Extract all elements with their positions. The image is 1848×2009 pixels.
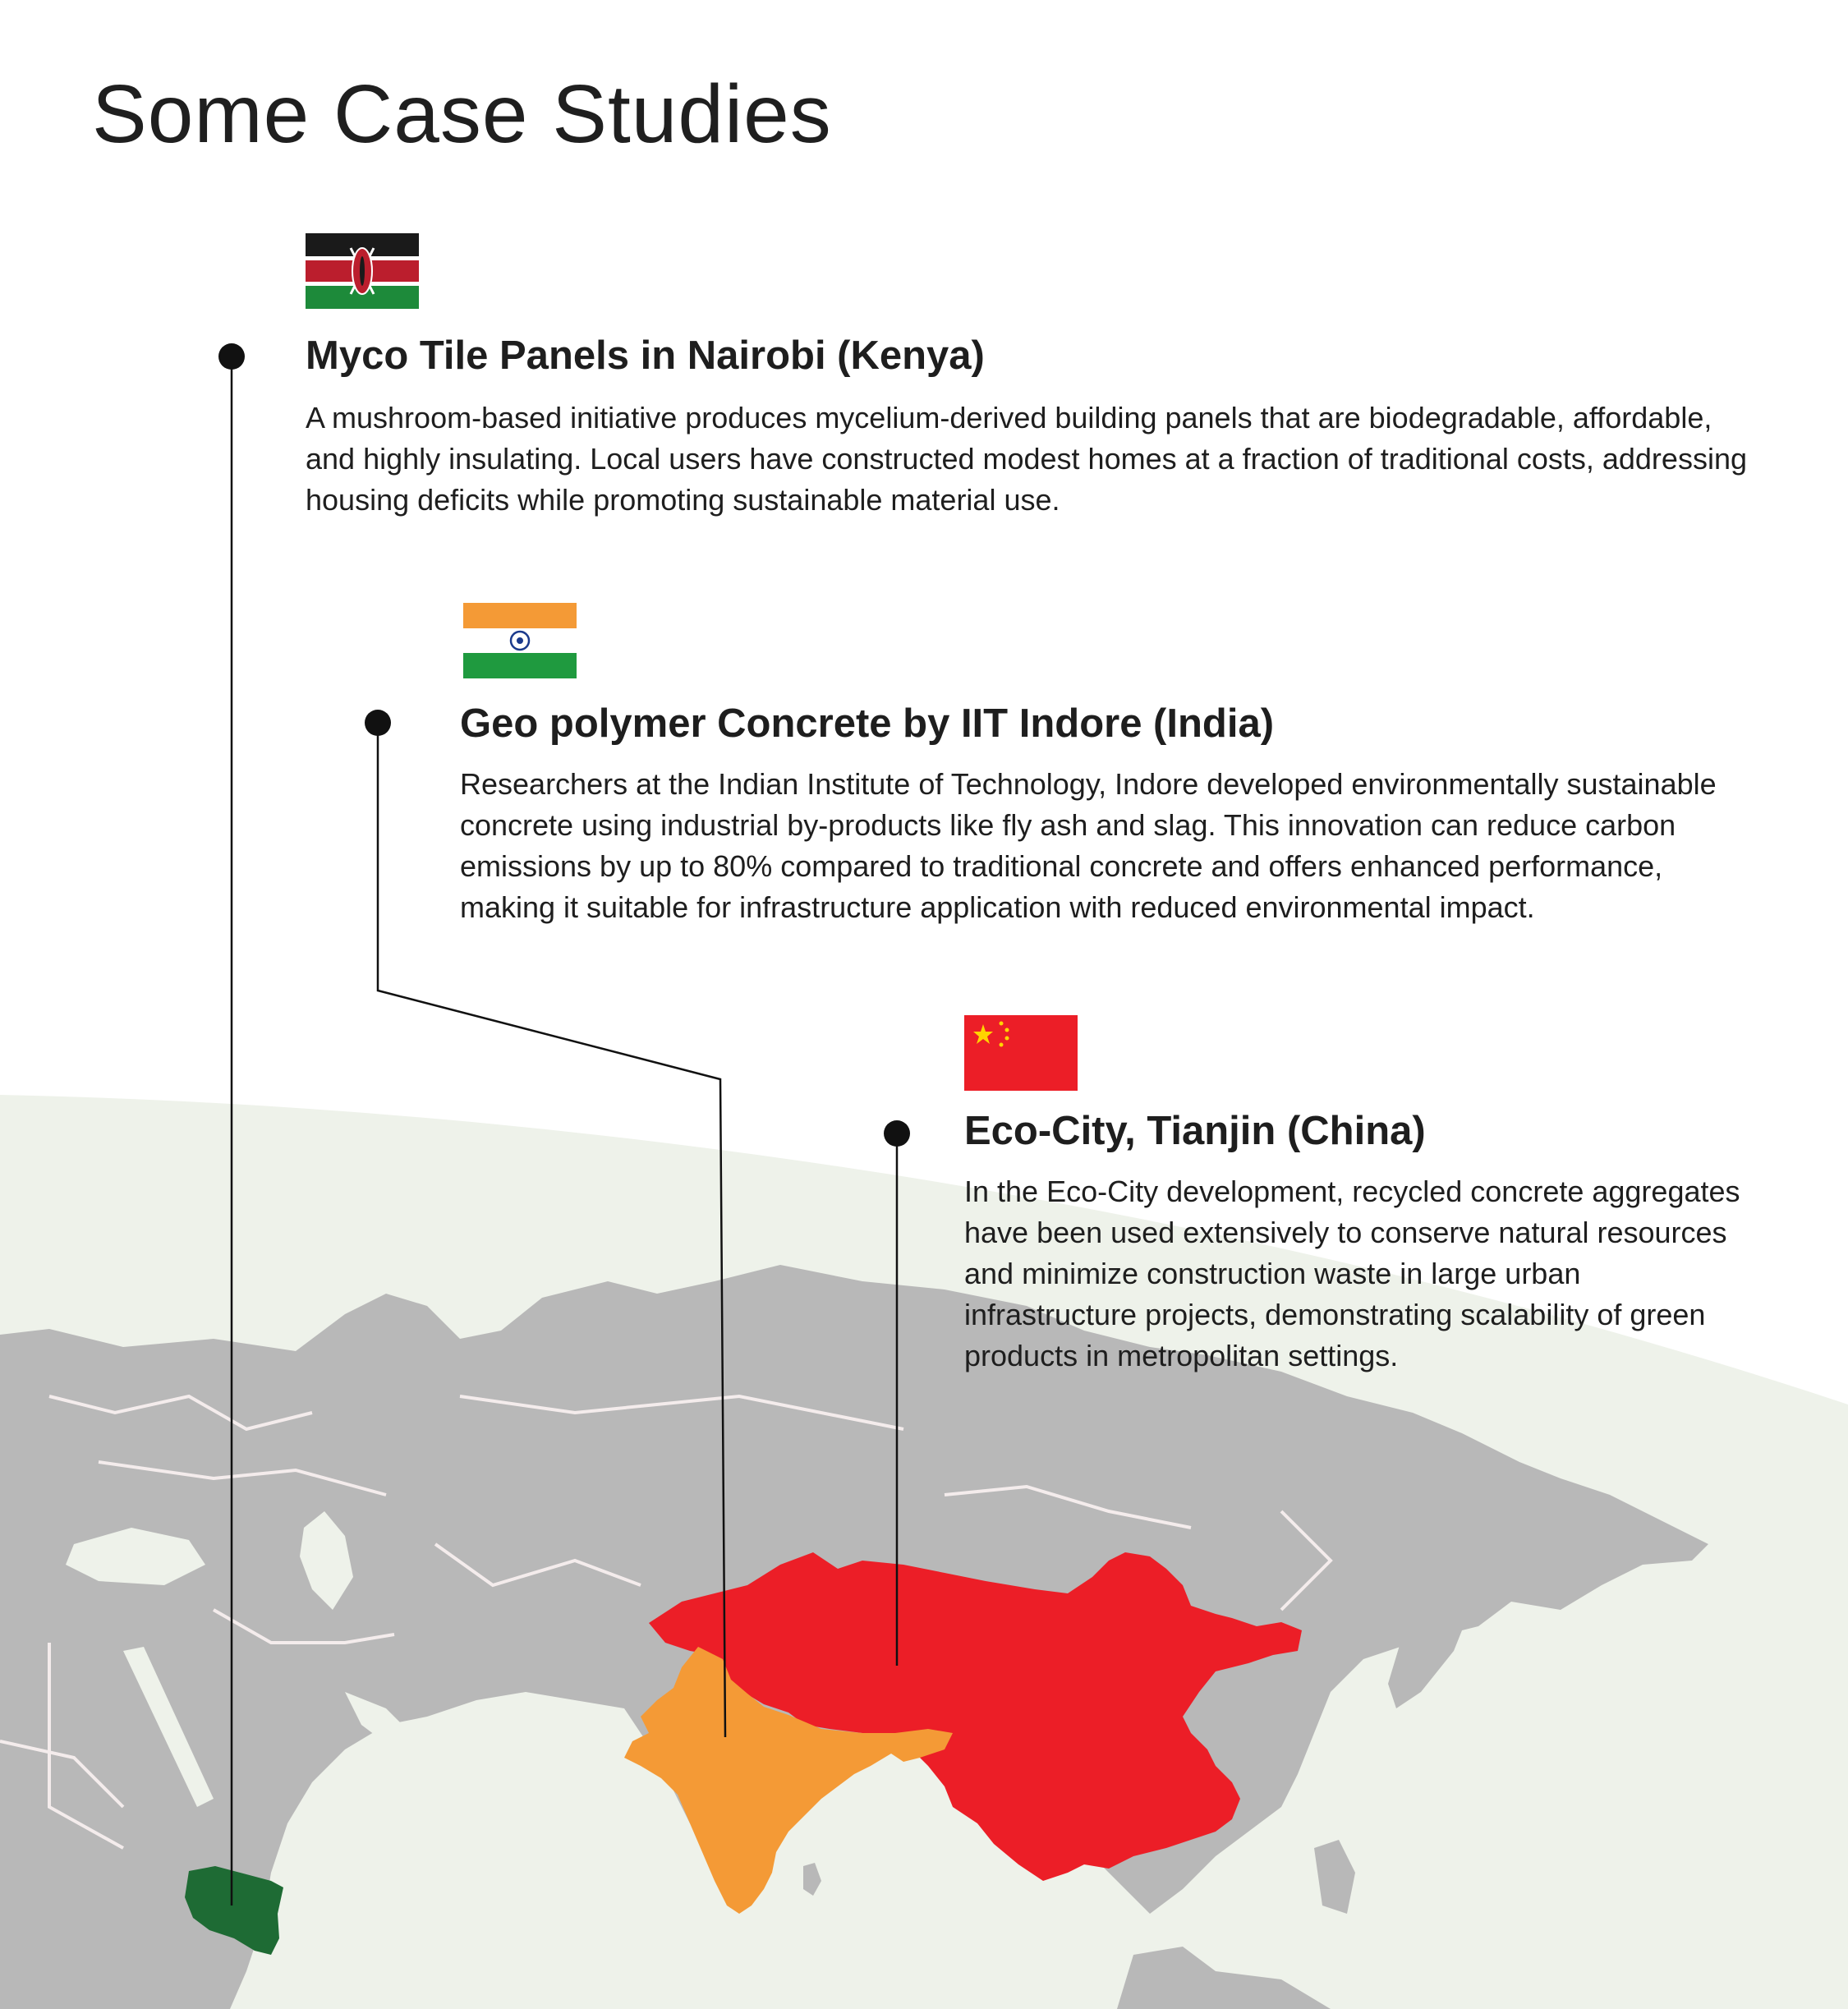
case-description-china: In the Eco-City development, recycled concrete aggregates have been used extensively to conserve natural resources and minimize construction waste in large urban infrastructure projects, demonstrating scalability of green products in metropolitan settings. bbox=[964, 1175, 1740, 1372]
case-title-kenya: Myco Tile Panels in Nairobi (Kenya) bbox=[306, 333, 985, 378]
case-description-kenya: A mushroom-based initiative produces mycelium-derived building panels that are biodegradable, affordable, and highly insulating. Local users have constructed modest homes at a fraction of traditional costs, addressing housing deficits while promoting sustainable material use. bbox=[306, 401, 1747, 517]
china-flag-icon bbox=[964, 1015, 1078, 1091]
page-title: Some Case Studies bbox=[92, 68, 832, 160]
case-title-india: Geo polymer Concrete by IIT Indore (India) bbox=[460, 701, 1275, 746]
china-dot bbox=[884, 1120, 910, 1147]
india-flag-icon bbox=[463, 603, 577, 678]
case-description-india: Researchers at the Indian Institute of Technology, Indore developed environmentally sustainable concrete using industrial by-products like fly ash and slag. This innovation can reduce carbon emissions by up to 80% compared to traditional concrete and offers enhanced performance, making it suitable for infrastructure application with reduced environmental impact. bbox=[460, 767, 1717, 924]
kenya-dot bbox=[218, 343, 245, 370]
india-dot bbox=[365, 710, 391, 736]
kenya-flag-icon bbox=[306, 233, 419, 309]
case-title-china: Eco-City, Tianjin (China) bbox=[964, 1109, 1426, 1153]
